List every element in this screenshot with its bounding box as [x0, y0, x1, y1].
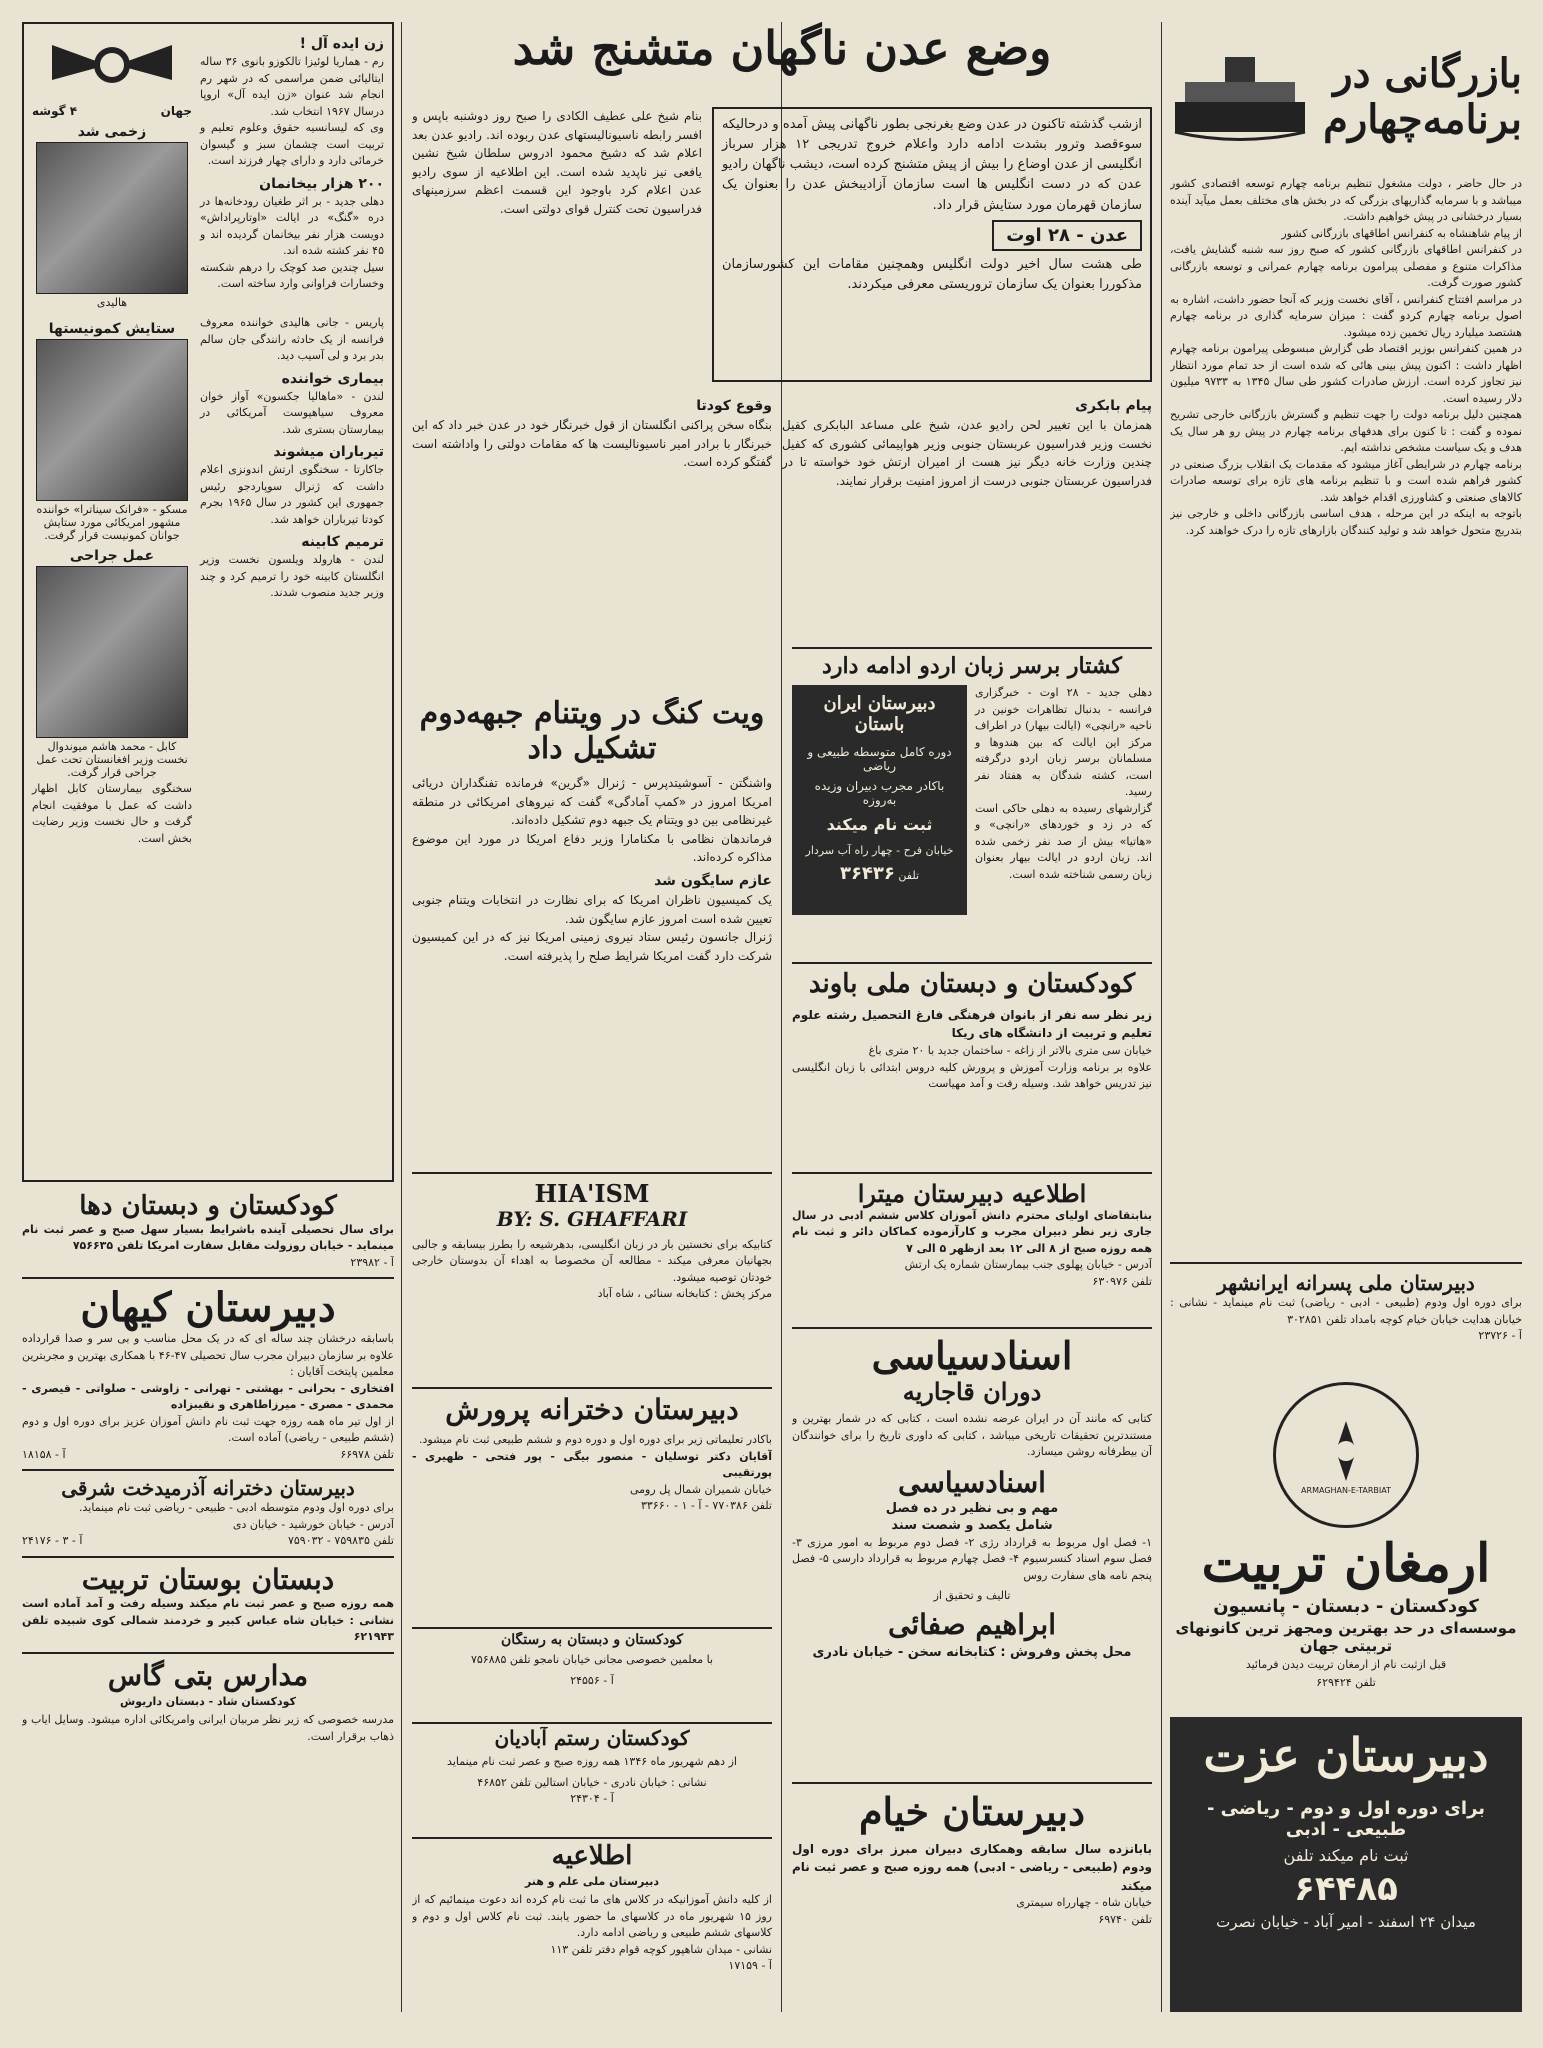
ad-address: نشانی - میدان شاهپور کوچه قوام دفتر تلفن ۱۱۳	[550, 1942, 772, 1956]
ad-title: دبیرستان ایران باستان	[823, 693, 936, 736]
ad-text: آقایان دکتر توسلیان - منصور بیگی - پور فتحی - ظهیری - پورتقیبی	[412, 1449, 772, 1480]
commerce-paragraph: از پیام شاهنشاه به کنفرانس اطاقهای بازرگانی کشور	[1281, 226, 1522, 240]
ad-distribution: محل پخش وفروش : کتابخانه سخن - خیابان نادری	[812, 1645, 1132, 1661]
ad-address: خیابان فرح - چهار راه آب سردار	[805, 844, 954, 858]
wuqu-paragraph: بنگاه سخن پراکنی انگلستان از قول خبرنگار خود در عدن خبر داد که این خبرنگار با برادر امیر ناسیونالیست ها که مقامات دولتی را واداشته است گفتگو کرده است.	[412, 418, 772, 470]
logo-sub: ۴ گوشه	[32, 104, 78, 118]
torch-emblem-icon	[1311, 1416, 1381, 1486]
ezzat-title: دبیرستان عزت	[1203, 1728, 1489, 1782]
photo-caption: کابل - محمد هاشم میوندوال نخست وزیر افغانستان تحت عمل جراحی قرار گرفت.	[36, 740, 188, 779]
ad-phone-label: تلفن	[898, 869, 920, 883]
commerce-paragraph: در حال حاضر ، دولت مشغول تنظیم برنامه چهارم توسعه اقتصادی کشور میباشد و با سرمایه گذاریهای بزرگی که در بخش های مختلف بعمل میآید آینده بسیار درخشانی در پیش خواهیم داشت.	[1170, 177, 1522, 223]
section-divider	[412, 1627, 772, 1629]
ad-address: آدرس - خیابان پهلوی جنب بیمارستان شماره یک ارتش	[904, 1258, 1152, 1272]
ad-author-label: تالیف و تحقیق از	[933, 1589, 1011, 1603]
ad-subtitle: کودکستان شاد - دبستان داریوش	[120, 1694, 296, 1708]
globe-wings-icon	[47, 30, 177, 100]
news-paragraph: رم - هماریا لوئیزا تالکوزو بانوی ۳۶ ساله ایتالیائی ضمن مراسمی که در شهر رم انجام شد عنوان «زن ایده آل» اروپا درسال ۱۹۶۷ انتخاب شد.	[200, 55, 384, 118]
ad-address: آدرس - خیابان خورشید - خیابان دی	[232, 1517, 394, 1531]
ad-text: کتابی که مانند آن در ایران عرضه نشده است ، کتابی که در شمار بهترین و مستندترین تحقیقات تاریخی میباشد ، کتابی که داوری تاریخ را برای خوانندگان آن بیطرفانه روشن میسازد.	[792, 1412, 1152, 1459]
wuqu-section	[412, 392, 772, 692]
column-rule	[401, 22, 402, 2012]
school-emblem-icon	[1273, 1382, 1419, 1528]
lead-box	[712, 107, 1152, 382]
news-paragraph: پاریس - جانی هالیدی خواننده معروف فرانسه از یک حادثه رانندگی جان سالم بدر برد و لی آسیب دید.	[200, 316, 384, 362]
ad-code: آ - ۱۸۱۵۸	[22, 1447, 66, 1461]
khayyam-ad	[792, 1790, 1152, 2010]
side-paragraph: بنام شیخ علی عطیف الکادی را صبح روز دوشنبه باپس و افسر رابطه ناسیونالیستهای عدن ربوده اند. رادیو عدن بعد اعلام شد که دشیخ محمود ادروس سلطان شیخ نشین یافعی نیز ناپدید شده است. این اطلاعیه از سوی رادیو عدن اعلام کرد باوجود این قسمت اعظم سرزمینهای فدراسیون تحت کنترل قوای دولتی است.	[412, 109, 702, 216]
section-subtitle: ۲۰۰ هزار بیخانمان	[259, 175, 384, 192]
photo-caption: هالیدی	[96, 296, 128, 309]
section-divider	[412, 1837, 772, 1839]
commerce-headline: بازرگانی در برنامه‌چهارم	[1323, 50, 1522, 143]
ad-title: اسنادسیاسی	[898, 1465, 1046, 1499]
parvaresh-ad	[412, 1394, 772, 1619]
armaghan-title: ارمغان تربیت	[1201, 1533, 1491, 1594]
ad-title: کودکستان و دبستان دها	[79, 1192, 337, 1221]
ad-text: زیر نظر سه نفر از بانوان فرهنگی فارغ التحصیل رشته علوم تعلیم و تربیت از دانشگاه های ریکا	[792, 1007, 1152, 1041]
commerce-paragraph: در مراسم افتتاح کنفرانس ، آقای نخست وزیر که آنجا حضور داشت، اشاره به اصول برنامه چهارم کردو گفت : میزان سرمایه گذاری در برنامه چهارم هشتصد میلیارد ریال تخمین زده میشود.	[1170, 292, 1522, 339]
ad-subtitle: دوران قاجاریه	[902, 1376, 1042, 1406]
main-headline: وضع عدن ناگهان متشنج شد	[512, 22, 1052, 75]
section-divider	[792, 1172, 1152, 1174]
section-subtitle: وقوع کودتا	[696, 398, 772, 414]
section-divider	[22, 1469, 394, 1471]
ad-text: دوره کامل متوسطه طبیعی و ریاضی	[807, 745, 952, 774]
news-paragraph: وی که لیسانسیه حقوق وعلوم تعلیم و تربیت است چشمان سبز و گیسوان خرمائی دارد و دارای چهار فرزند است.	[200, 121, 384, 167]
ad-text: مدرسه خصوصی که زیر نظر مربیان ایرانی وامریکائی اداره میشود. وسایل ایاب و ذهاب برقرار است.	[22, 1713, 394, 1743]
news-paragraph: سیل چندین صد کوچک را درهم شکسته وخسارات فراوانی وارد ساخته است.	[200, 260, 384, 290]
section-subtitle: عمل جراحی	[69, 548, 155, 564]
ad-subtitle: دبیرستان ملی علم و هنر	[524, 1874, 660, 1888]
ad-title: دبستان بوستان تربیت	[81, 1562, 335, 1596]
ad-title: کودکستان رستم آبادیان	[494, 1727, 690, 1750]
urdu-paragraph: گزارشهای رسیده به دهلی حاکی است که در زد و خوردهای «رانچی» و «هاتیا» بیش از صد نفر زخمی شده اند. زبان اردو در ایالت بیهار بعنوان زبان رسمی شناخته شده است.	[975, 801, 1152, 881]
column-rule	[1161, 22, 1162, 2012]
newspaper-page	[22, 22, 1522, 2027]
ad-phone: تلفن ۶۳۰۹۷۶	[1092, 1274, 1152, 1288]
ad-address: خیابان شاه - چهارراه سیمتری	[1016, 1896, 1152, 1910]
ad-text: برای دوره اول ودوم (طبیعی - ادبی - ریاضی) ثبت نام مینماید - نشانی : خیابان هدایت خیابان خیام کوچه بامداد تلفن ۳۰۲۸۵۱	[1170, 1296, 1522, 1326]
commerce-paragraph: برنامه چهارم در شرایطی آغاز میشود که مقدمات یک انقلاب بزرگ صنعتی در کشور فراهم شده است و با تنظیم برنامه های تازه برای توسعه صادرات کالاهای صنعتی و کشاورزی اقدام خواهد شد.	[1170, 457, 1522, 504]
ad-text: باکادر مجرب دبیران وزیده به‌روزه	[814, 779, 945, 808]
logo-label: جهان	[160, 104, 192, 118]
ad-subtitle: مهم و بی نظیر در ده فصل	[885, 1500, 1059, 1516]
ad-title: کودکستان و دبستان به رستگان	[500, 1632, 684, 1648]
news-paragraph: دهلی جدید - بر اثر طغیان رودخانه‌ها در دره «گنگ» در ایالت «اوتارپراداش» دویست هزار نفر بیخانمان گردیده اند و ۴۵ نفر کشته شده اند.	[200, 194, 384, 257]
ad-distribution: مرکز پخش : کتابخانه سنائی ، شاه آباد	[597, 1287, 772, 1301]
ad-text: خیابان سی متری بالاتر از زاغه - ساختمان جدید با ۲۰ متری باغ	[868, 1044, 1152, 1058]
ad-title: HIA'ISM	[534, 1180, 650, 1208]
section-divider	[412, 1172, 772, 1174]
ad-title: مدارس بتی گاس	[107, 1658, 309, 1692]
ad-code: آ - ۲۴۳۰۴	[570, 1792, 614, 1805]
emblem-text: ARMAGHAN-E-TARBIAT	[1301, 1485, 1391, 1495]
rostam-ad	[412, 1727, 772, 1837]
section-divider	[792, 962, 1152, 964]
commerce-paragraph: باتوجه به اینکه در این مرحله ، هدف اساسی بازرگانی داخلی و خارجی نیز بتدریج متحول خواهد شد و تولید کنندگان بازارهای تازه را درک خواهند کرد.	[1170, 507, 1522, 537]
news-paragraph: جاکارتا - سخنگوی ارتش اندونزی اعلام داشت که ژنرال سوپاردجو رئیس جمهوری این کشور در سال ۱۹۶۵ بجرم کودتا تیرباران خواهد شد.	[200, 463, 385, 526]
rastegan-ad	[412, 1632, 772, 1722]
section-subtitle: ترمیم کابینه	[301, 534, 384, 550]
ad-text: برای سال تحصیلی آینده باشرایط بسیار سهل صبح و عصر ثبت نام مینماید - خیابان روزولت مقابل سفارت امریکا تلفن ۷۵۶۶۳۵	[22, 1222, 394, 1253]
section-subtitle: زن ایده آل !	[299, 36, 384, 52]
section-subtitle: بیماری خواننده	[281, 370, 384, 387]
ad-text: ۱- فصل اول مربوط به قرارداد رژی ۲- فصل دوم مربوط به امور مرزی ۳- فصل سوم اسناد کنسرسیوم ۴- فصل چهارم مربوط به قرارداد دارسی ۵- فصل پنجم نامه های سفارت روس	[792, 1535, 1152, 1582]
ad-phone: تلفن ۶۶۹۷۸	[340, 1447, 394, 1461]
photo-caption: مسکو - «فرانک سیناترا» خواننده مشهور امریکائی مورد ستایش جوانان کمونیست قرار گرفت.	[36, 503, 188, 542]
ad-text: ثبت نام میکند	[826, 815, 933, 835]
ad-phone: ۳۶۴۳۶	[839, 863, 895, 885]
section-divider	[22, 1556, 394, 1558]
ad-author: ابراهیم صفائی	[888, 1607, 1056, 1641]
ad-code: آ - ۲۳۹۸۲	[350, 1255, 394, 1269]
ad-text: بابانزده سال سابقه وهمکاری دبیران مبرز برای دوره اول ودوم (طبیعی - ریاضی - ادبی) همه روزه صبح و عصر ثبت نام میکند	[792, 1841, 1152, 1893]
section-subtitle: ستایش کمونیستها	[48, 321, 176, 337]
ad-phone: تلفن ۷۵۹۸۳۵ - ۷۵۹۰۳۲	[287, 1534, 394, 1548]
ad-title: کودکستان و دبستان ملی باوند	[808, 970, 1136, 999]
ad-title: دبیرستان دخترانه آذرمیدخت شرقی	[61, 1476, 355, 1501]
section-divider	[412, 1722, 772, 1724]
ship-illustration-icon	[1170, 42, 1310, 152]
ad-subtitle: کودکستان - دبستان - پانسیون	[1213, 1595, 1479, 1617]
news-photo	[36, 339, 188, 501]
news-photo	[36, 566, 188, 738]
section-divider	[792, 1782, 1152, 1784]
news-paragraph: لندن - «ماهالیا جکسون» آواز خوان معروف سیاهپوست آمریکائی در بیمارستان بستری شد.	[200, 389, 384, 436]
section-subtitle: پیام بابکری	[1075, 398, 1152, 414]
ezzat-ad	[1170, 1717, 1522, 2012]
ad-code: آ - ۳ - ۲۴۱۷۶	[22, 1534, 83, 1548]
ad-title: دبیرستان کیهان	[80, 1284, 336, 1332]
ad-author: BY: S. GHAFFARI	[496, 1206, 688, 1231]
ad-text: باکادر تعلیماتی زیر برای دوره اول و دوره دوم و ششم طبیعی ثبت نام میشود.	[419, 1433, 772, 1447]
vietnam-paragraph: ژنرال جانسون رئیس ستاد نیروی زمینی امریکا نیز که در این کمیسیون شرکت دارد گفت امریکا شرایط صلح را پذیرفته است.	[412, 930, 772, 963]
ad-phone: تلفن ۷۷۰۳۸۶ - آ - ۱ - ۳۳۶۶۰	[640, 1499, 772, 1513]
world-news-box	[22, 22, 394, 1182]
dateline-box: عدن - ۲۸ اوت	[992, 220, 1142, 251]
ezzat-phone: ۶۴۴۸۵	[1294, 1868, 1398, 1909]
ad-text: همه روزه صبح و عصر ثبت نام میکند وسیله رفت و آمد آماده است نشانی : خیابان شاه عباس کبیر و خردمند شمالی کوی شبیده تلفن ۶۲۱۹۴۳	[22, 1597, 394, 1644]
section-divider	[792, 1327, 1152, 1329]
ad-title: اطلاعیه	[551, 1842, 633, 1871]
news-paragraph: لندن - هارولد ویلسون نخست وزیر انگلستان کابینه خود را ترمیم کرد و چند وزیر جدید منصوب شدند.	[200, 553, 384, 599]
urdu-section	[792, 654, 1152, 954]
section-divider	[412, 1387, 772, 1389]
armaghan-ad	[1170, 1382, 1522, 1692]
ad-text: از دهم شهریور ماه ۱۳۴۶ همه روزه صبح و عصر ثبت نام مینماید	[447, 1755, 737, 1768]
news-photo	[36, 142, 188, 294]
world-logo	[32, 30, 192, 118]
ad-text: با معلمین خصوصی مجانی خیابان نامجو تلفن ۷۵۶۸۸۵	[470, 1653, 714, 1667]
section-divider	[1170, 1262, 1522, 1264]
vietnam-headline: ویت کنگ در ویتنام جبهه‌دوم تشکیل داد	[419, 697, 765, 766]
far-left-ads	[22, 1192, 394, 2012]
ad-text: علاوه بر برنامه وزارت آموزش و پرورش کلیه دروس ابتدائی با زبان انگلیسی نیز تدریس خواهد شد. وسیله رفت و آمد مهیاست	[792, 1060, 1152, 1091]
notice-ad	[412, 1842, 772, 2012]
ad-text: موسسه‌ای در حد بهترین ومجهز ترین کانونهای تربیتی جهان	[1175, 1618, 1517, 1655]
section-subtitle: عازم سایگون شد	[654, 872, 772, 889]
ad-code: آ - ۲۴۵۵۶	[570, 1673, 614, 1687]
commerce-paragraph: در کنفرانس اطاقهای بازرگانی کشور که صبح روز سه شنبه گشایش یافت، مذاکرات متنوع و مفصلی پیرامون برنامه چهارم عمرانی و توسعه بازرگانی کشور صورت گرفت.	[1170, 243, 1522, 289]
news-paragraph: سخنگوی بیمارستان کابل اظهار داشت که عمل با موفقیت انجام گرفت و حال نخست وزیر رضایت بخش است.	[32, 782, 192, 845]
ad-title: دبیرستان ملی پسرانه ایرانشهر	[1217, 1271, 1475, 1295]
hiasm-ad	[412, 1180, 772, 1380]
ad-text: کتابیکه برای نخستین بار در زبان انگلیسی، بدهرشیعه را بطرز بیسابقه و جالبی بجهانیان معرفی میکند - مطالعه آن مخصوصا به اهداء آن بدوستان خارجی خودتان توصیه میشود.	[412, 1237, 772, 1284]
ad-title: دبیرستان دخترانه پرورش	[445, 1394, 739, 1426]
ad-phone: تلفن ۶۹۷۴۰	[1098, 1912, 1152, 1926]
ad-phone: تلفن ۶۲۹۴۲۴	[1316, 1676, 1376, 1690]
side-text	[412, 107, 702, 392]
ad-text: از کلیه دانش آموزانیکه در کلاس های ما ثبت نام کرده اند دعوت مینمائیم که از روز ۱۵ شهریور ماه در کلاسهای ما حضور یابند. ثبت نام کلاس اول و دوم و کلاسهای ششم طبیعی و ریاضی ادامه دارد.	[412, 1893, 772, 1940]
ad-address: نشانی : خیابان نادری - خیابان استالین تلفن ۴۶۸۵۲	[477, 1775, 707, 1789]
vietnam-paragraph: واشنگتن - آسوشیتدپرس - ژنرال «گرین» فرمانده تفنگداران دریائی امریکا امروز در «کمپ آمادگی» گفت که نیروهای امریکائی در منطقه غیرنظامی بین دو ویتنام یک جبهه دوم تشکیل داده‌اند.	[412, 776, 772, 828]
ad-text: از اول تیر ماه همه روزه جهت ثبت نام دانش آموزان عزیز برای دوره اول و دوم (ششم طبیعی - ریاضی) آماده است.	[22, 1414, 394, 1445]
vietnam-paragraph: فرماندهان نظامی با مکنامارا وزیر دفاع امریکا در مورد این موضوع مذاکره کرده‌اند.	[412, 831, 772, 865]
urdu-paragraph: دهلی جدید - ۲۸ اوت - خبرگزاری فرانسه - بدنبال تظاهرات خونین در ناحیه «رانچی» (ایالت بیهار) در اطراف مرکز این ایالت که بین هندوها و مسلمانان برسر زبان اردو درگرفته است، کشته شدگان به هفتاد نفر رسید.	[975, 686, 1152, 799]
ad-code: آ - ۱۷۱۵۹	[728, 1959, 772, 1973]
commerce-paragraph: همچنین دلیل برنامه دولت را جهت تنظیم و گسترش بازرگانی خارجی تشریح نموده و گفت : تا کنون برای هدفهای برنامه چهارم در پیش رو هر سال یک هدف و یک سیاست مشخص نداشته ایم.	[1170, 408, 1522, 454]
section-subtitle: زخمی شد	[77, 124, 147, 140]
ad-text: قبل ازثبت نام از ارمغان تربیت دیدن فرمائید	[1245, 1657, 1447, 1671]
section-divider	[22, 1277, 394, 1279]
vietnam-section	[412, 697, 772, 1167]
payam-section	[782, 392, 1152, 642]
main-headline-area	[412, 22, 1152, 102]
commerce-paragraph: در همین کنفرانس بوزیر اقتصاد طی گزارش مبسوطی پیرامون برنامه چهارم اظهار داشت : اکنون پیش بینی هائی که شده است از حد تمام مورد انتظار نیز تجاوز کرده است. ارزش صادرات کشور طی سال ۱۳۴۵ به ۹۷۳۳ میلیون دلار رسیده است.	[1170, 342, 1522, 405]
lead-paragraph: ازشب گذشته تاکنون در عدن وضع بغرنجی بطور ناگهانی پیش آمده و درحالیکه سوءقصد وترور بشدت ادامه دارد واعلام خروج تدریجی ۱۲ هزار سرباز انگلیسی از عدن اوضاع را بیش از پیش متشنج کرده است، دیشب ناگهان رادیو عدن که در دست انگلیس ها است سازمان آزادیبخش عدن را بعنوان یک سازمان قهرمان مورد ستایش قرار داد.	[722, 117, 1142, 213]
vietnam-paragraph: یک کمیسیون ناظران امریکا که برای نظارت در انتخابات ویتنام جنوبی تعیین شده است امروز عازم سایگون شد.	[412, 892, 772, 926]
commerce-column	[1170, 22, 1522, 2017]
ad-text: بنابتقاضای اولیای محترم دانش آموزان کلاس ششم ادبی در سال جاری زیر نظر دبیران مجرب و کارآزموده کماکان دائر و ثبت نام همه روزه صبح از ۸ الی ۱۲ بعد ازظهر ۵ الی ۷	[792, 1208, 1152, 1255]
ad-address: خیابان شمیران شمال پل رومی	[629, 1482, 772, 1496]
ad-subtitle: شامل یکصد و شصت سند	[891, 1517, 1053, 1533]
lead-paragraph: طی هشت سال اخیر دولت انگلیس وهمچنین مقامات این کشورسازمان مذکوررا بعنوان یک سازمان تروریستی معرفی میکردند.	[722, 256, 1142, 292]
ezzat-address: میدان ۲۴ اسفند - امیر آباد - خیابان نصرت	[1216, 1912, 1476, 1931]
ad-text: برای دوره اول ودوم متوسطه ادبی - طبیعی - ریاضی ثبت نام مینماید.	[79, 1501, 394, 1515]
ad-title: اطلاعیه دبیرستان میترا	[857, 1180, 1087, 1208]
asnad-ad	[792, 1334, 1152, 1774]
ad-code: آ - ۲۳۷۲۶	[1478, 1329, 1522, 1342]
bavand-ad	[792, 970, 1152, 1170]
ad-title: اسنادسیاسی	[871, 1334, 1073, 1378]
payam-paragraph: همزمان با این تغییر لحن رادیو عدن، شیخ علی مساعد البابکری کفیل نخست وزیر فدراسیون عربستان جنوبی وزیر هواپیمائی کشوری که کفیل چندین وزارت خانه دیگر نیز هست از امیران ارتش خود خواسته تا در فدراسیون عربستان جنوبی درست از امروز امنیت برقرار نمایند.	[782, 418, 1152, 488]
ezzat-subtitle: برای دوره اول و دوم - ریاضی - طبیعی - ادبی	[1206, 1797, 1486, 1840]
ezzat-subtitle: ثبت نام میکند تلفن	[1283, 1845, 1409, 1865]
ad-text: افتخاری - بحرانی - بهشتی - تهرانی - زاوشی - صلواتی - قیصری - محمدی - مصری - میرزاطاهری و نقیبزاده	[22, 1381, 394, 1412]
section-subtitle: تیرباران میشوند	[273, 444, 384, 460]
iranbastan-ad	[792, 685, 967, 915]
urdu-headline: کشتار برسر زبان اردو ادامه دارد	[822, 654, 1122, 679]
ad-title: دبیرستان خیام	[858, 1790, 1085, 1834]
section-divider	[22, 1652, 394, 1654]
iranshahr-ad	[1170, 1272, 1522, 1345]
mitra-ad	[792, 1180, 1152, 1320]
ad-text: باسابقه درخشان چند ساله ای که در یک محل مناسب و بی سر و صدا قرارداده علاوه بر سازمان دبیران مجرب سال تحصیلی ۴۷-۴۶ با همکاری بهترین و مجربترین معلمین پایتخت آقایان :	[22, 1332, 394, 1379]
section-divider	[792, 647, 1152, 649]
